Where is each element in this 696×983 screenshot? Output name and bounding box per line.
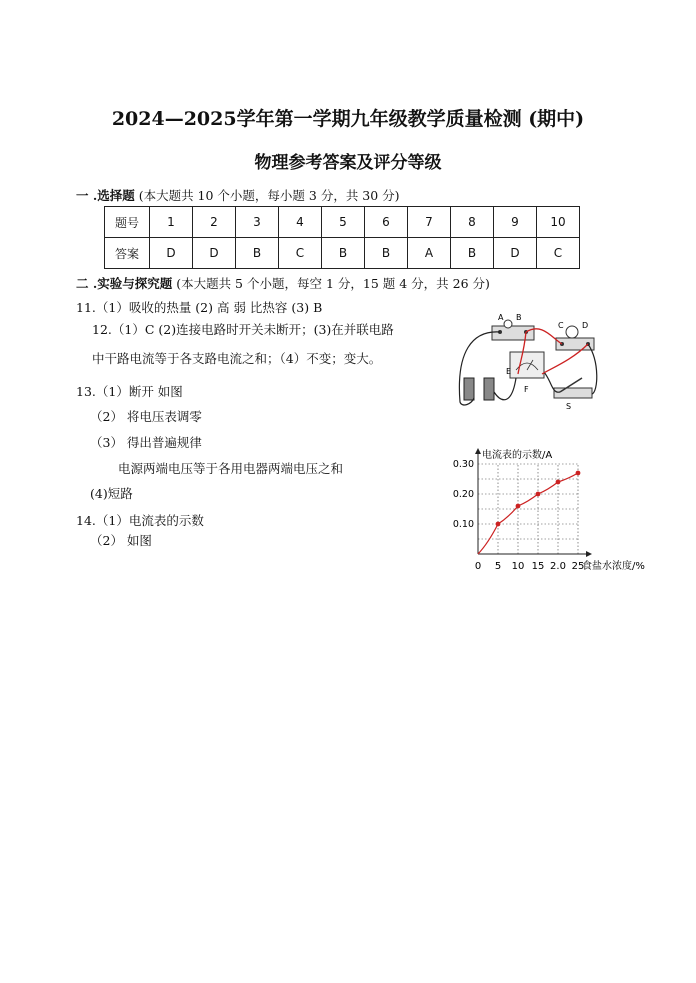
y-axis-label: 电流表的示数/A bbox=[482, 450, 553, 461]
circuit-diagram bbox=[452, 312, 602, 412]
table-cell: 1 bbox=[150, 207, 193, 238]
data-point bbox=[536, 492, 541, 497]
table-cell: B bbox=[322, 238, 365, 269]
q13-answer-line3: （3） 得出普遍规律 bbox=[90, 435, 202, 450]
chart-grid bbox=[478, 464, 578, 554]
x-tick-label: 0 bbox=[474, 561, 482, 572]
lamp-ab-icon bbox=[504, 320, 512, 328]
current-concentration-chart bbox=[444, 440, 668, 580]
x-axis-label: 食盐水浓度/% bbox=[582, 561, 645, 572]
circuit-label-f: F bbox=[524, 385, 529, 394]
circuit-label-d: D bbox=[582, 321, 589, 330]
page-subtitle: 物理参考答案及评分等级 bbox=[254, 153, 442, 173]
table-cell: 6 bbox=[365, 207, 408, 238]
q14-answer-line1: 14.（1）电流表的示数 bbox=[76, 513, 204, 528]
series-line bbox=[478, 473, 578, 554]
x-tick-labels bbox=[475, 561, 585, 572]
x-tick-label: 10 bbox=[511, 561, 525, 572]
section-2-note: (本大题共 5 个小题，每空 1 分，15 题 4 分，共 26 分) bbox=[176, 276, 490, 291]
x-tick-label: 15 bbox=[531, 561, 545, 572]
table-cell: 4 bbox=[279, 207, 322, 238]
section-1-note: (本大题共 10 个小题，每小题 3 分，共 30 分) bbox=[138, 188, 400, 203]
table-cell: 9 bbox=[494, 207, 537, 238]
table-cell: B bbox=[365, 238, 408, 269]
section-2-header bbox=[76, 274, 490, 292]
circuit-label-s: S bbox=[566, 402, 572, 411]
x-tick-label: 5 bbox=[494, 561, 502, 572]
table-cell: 10 bbox=[537, 207, 580, 238]
table-cell: 5 bbox=[322, 207, 365, 238]
table-cell: 7 bbox=[408, 207, 451, 238]
q11-answer: 11.（1）吸收的热量 (2) 高 弱 比热容 (3) B bbox=[76, 300, 323, 315]
page-title: 2024—2025学年第一学期九年级教学质量检测 (期中) bbox=[111, 108, 585, 130]
table-cell: C bbox=[537, 238, 580, 269]
y-tick-label: 0.30 bbox=[452, 459, 474, 470]
table-cell: B bbox=[236, 238, 279, 269]
table-cell: 2 bbox=[193, 207, 236, 238]
q12-answer-line1: 12.（1）C (2)连接电路时开关未断开；(3)在并联电路 bbox=[92, 322, 394, 337]
y-tick-label: 0.10 bbox=[452, 519, 474, 530]
q12-answer-line2: 中干路电流等于各支路电流之和；（4）不变；变大。 bbox=[92, 351, 382, 366]
q13-answer-line4: 电源两端电压等于各用电器两端电压之和 bbox=[118, 461, 344, 476]
q13-answer-line2: （2） 将电压表调零 bbox=[90, 409, 202, 424]
data-point bbox=[496, 522, 501, 527]
data-point bbox=[516, 504, 521, 509]
table-cell: D bbox=[494, 238, 537, 269]
table-cell: B bbox=[451, 238, 494, 269]
switch-icon bbox=[554, 388, 592, 398]
x-tick-label: 2.0 bbox=[550, 561, 566, 572]
table-header-number: 题号 bbox=[105, 207, 150, 238]
table-cell: 3 bbox=[236, 207, 279, 238]
voltmeter-icon bbox=[510, 352, 544, 378]
answer-table bbox=[104, 206, 580, 269]
section-1-header bbox=[76, 186, 400, 204]
circuit-label-e: E bbox=[506, 367, 512, 376]
table-cell: C bbox=[279, 238, 322, 269]
x-tick-label: 25 bbox=[571, 561, 585, 572]
q14-answer-line2: （2） 如图 bbox=[90, 533, 152, 548]
table-row-answers bbox=[105, 238, 580, 269]
data-point bbox=[556, 480, 561, 485]
section-1-heading: 一 .选择题 bbox=[76, 188, 135, 203]
x-axis-arrow-icon bbox=[586, 551, 592, 557]
table-cell: A bbox=[408, 238, 451, 269]
q13-answer-line1: 13.（1）断开 如图 bbox=[76, 384, 183, 399]
circuit-label-c: C bbox=[558, 321, 564, 330]
data-point bbox=[576, 471, 581, 476]
section-2-heading: 二 .实验与探究题 bbox=[76, 276, 173, 291]
table-cell: D bbox=[150, 238, 193, 269]
y-axis-arrow-icon bbox=[475, 448, 481, 454]
circuit-label-a: A bbox=[498, 313, 504, 322]
bulb-icon bbox=[566, 326, 578, 338]
circuit-label-b: B bbox=[516, 313, 522, 322]
y-tick-labels bbox=[453, 459, 474, 530]
q13-answer-line5: (4)短路 bbox=[90, 486, 133, 501]
table-row-numbers bbox=[105, 207, 580, 238]
battery-icon bbox=[464, 378, 474, 400]
table-header-answer: 答案 bbox=[105, 238, 150, 269]
table-cell: 8 bbox=[451, 207, 494, 238]
battery-icon bbox=[484, 378, 494, 400]
table-cell: D bbox=[193, 238, 236, 269]
y-tick-label: 0.20 bbox=[452, 489, 474, 500]
